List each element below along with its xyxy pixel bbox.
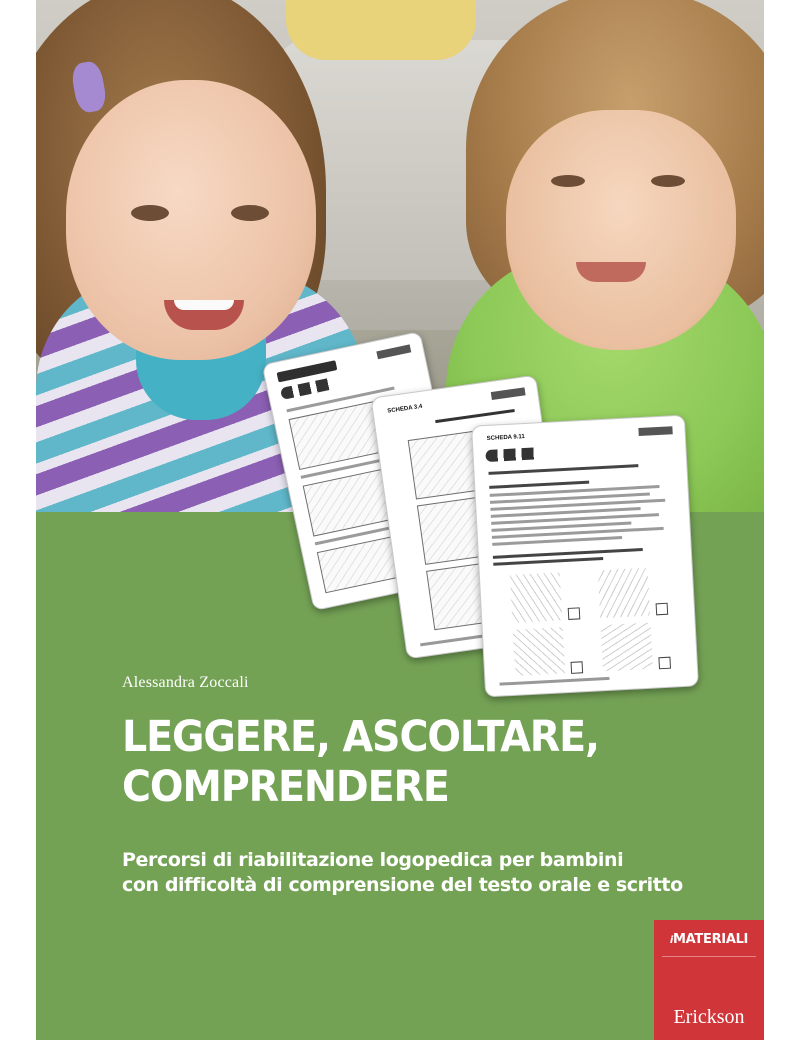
publisher-divider	[662, 956, 756, 957]
subtitle-line-1: Percorsi di riabilitazione logopedica per bambini	[122, 849, 624, 871]
subtitle-line-2: con difficoltà di comprensione del testo orale e scritto	[122, 874, 683, 896]
girl-eye-left	[131, 205, 169, 221]
worksheet-front	[471, 415, 699, 698]
sheet-label: SCHEDA 9.11	[486, 433, 525, 442]
publisher-block	[654, 920, 764, 1040]
boy-eye-left	[551, 175, 585, 187]
sheet-label: SCHEDA 3.4	[387, 403, 423, 415]
title-line-2: COMPRENDERE	[122, 762, 449, 812]
boy-face	[506, 110, 736, 350]
boy-eye-right	[651, 175, 685, 187]
series-name	[654, 932, 764, 947]
book-subtitle	[122, 848, 762, 898]
book-cover	[36, 0, 764, 1040]
girl-eye-right	[231, 205, 269, 221]
series-title: MATERIALI	[673, 932, 749, 947]
author-name: Alessandra Zoccali	[122, 674, 249, 691]
title-line-1: LEGGERE, ASCOLTARE,	[122, 712, 599, 762]
book-title	[122, 712, 599, 812]
publisher-name: Erickson	[673, 1006, 745, 1028]
boy-mouth	[576, 262, 646, 282]
series-prefix: i	[669, 935, 674, 946]
girl-teeth	[174, 300, 234, 310]
cushion	[286, 0, 476, 60]
